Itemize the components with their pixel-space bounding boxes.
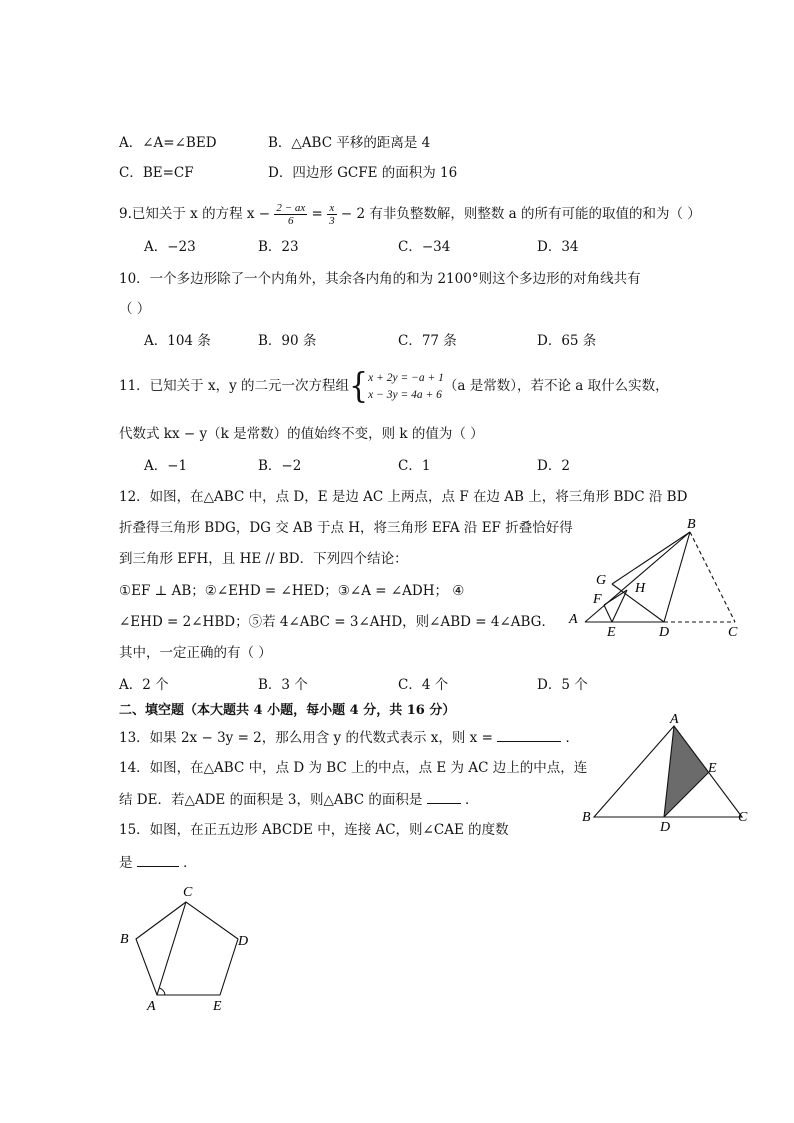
q12-stem-line1: 12．如图，在△ABC 中，点 D，E 是边 AC 上两点，点 F 在边 AB 上，将三角形 BDC 沿 BD xyxy=(119,489,688,505)
fig12-label-g: G xyxy=(596,573,607,588)
fig14-label-a: A xyxy=(670,712,679,727)
q12-stem-line6: 其中，一定正确的有（ ） xyxy=(119,645,272,661)
q11-eq1: x + 2y = −a + 1 xyxy=(368,371,444,384)
section-fill-blank-heading: 二、填空题（本大题共 4 小题，每小题 4 分，共 16 分） xyxy=(119,703,456,718)
q15-stem-pre: 是 xyxy=(119,855,133,871)
q15-answer-blank[interactable] xyxy=(137,853,179,867)
q11-brace: { xyxy=(349,365,369,407)
q9-frac2-num: x xyxy=(327,202,337,215)
q13-stem-post: ． xyxy=(565,730,579,746)
q14-stem-line2 xyxy=(119,790,478,809)
fig15-label-c: C xyxy=(183,885,193,900)
q10-stem-line1: 10．一个多边形除了一个内角外，其余各内角的和为 2100°则这个多边形的对角线共有 xyxy=(119,271,641,287)
q11-option-b: B．−2 xyxy=(258,458,302,474)
q11-stem-post: （a 是常数），若不论 a 取什么实数， xyxy=(443,378,669,394)
fig14-label-e: E xyxy=(708,761,717,776)
q8-option-b: B．△ABC 平移的距离是 4 xyxy=(268,135,431,151)
fig12-label-h: H xyxy=(635,581,646,596)
q13-stem xyxy=(119,728,579,747)
q15-pentagon-figure xyxy=(114,882,264,1017)
fig12-label-b: B xyxy=(687,518,696,532)
fig12-label-a: A xyxy=(569,612,578,627)
q12-stem-line4: ①EF ⊥ AB；②∠EHD = ∠HED；③∠A = ∠ADH； ④ xyxy=(119,583,465,599)
q9-frac1-num: 2 − ax xyxy=(276,202,306,214)
fig12-label-d: D xyxy=(659,625,670,640)
q14-answer-blank[interactable] xyxy=(427,790,461,804)
q11-stem-pre: 11．已知关于 x，y 的二元一次方程组 xyxy=(119,378,350,394)
fig12-label-e: E xyxy=(607,625,616,640)
q10-option-c: C．77 条 xyxy=(398,333,457,349)
fig15-label-a: A xyxy=(147,999,156,1014)
q9-stem xyxy=(119,196,701,232)
fig14-label-c: C xyxy=(738,810,748,825)
q11-stem-line1 xyxy=(119,366,669,406)
q12-triangle-figure xyxy=(560,518,760,640)
q14-stem-post: ． xyxy=(464,792,479,808)
q12-stem-line3: 到三角形 EFH，且 HE // BD．下列四个结论： xyxy=(119,551,408,567)
q12-option-d: D．5 个 xyxy=(537,677,588,693)
q8-option-a: A．∠A=∠BED xyxy=(119,135,217,151)
q12-stem-line2: 折叠得三角形 BDG，DG 交 AB 于点 H，将三角形 EFA 沿 EF 折叠恰好得 xyxy=(119,520,573,536)
q10-option-a: A．104 条 xyxy=(144,333,211,349)
q9-option-b: B．23 xyxy=(258,239,299,255)
fig14-shaded-region xyxy=(664,726,709,817)
q11-system xyxy=(368,370,444,404)
fig12-label-f: F xyxy=(593,592,602,607)
q9-equals: = xyxy=(311,206,323,222)
fig14-label-b: B xyxy=(582,810,591,825)
fig14-label-d: D xyxy=(660,820,671,835)
q15-stem-line1: 15．如图，在正五边形 ABCDE 中，连接 AC，则∠CAE 的度数 xyxy=(119,822,509,838)
q10-option-d: D．65 条 xyxy=(537,333,597,349)
q11-option-a: A．−1 xyxy=(144,458,188,474)
q10-stem-line2: （ ） xyxy=(119,301,151,317)
fig15-label-b: B xyxy=(120,932,129,947)
q11-stem-line2: 代数式 kx − y（k 是常数）的值始终不变，则 k 的值为（ ） xyxy=(119,426,484,442)
q11-option-d: D．2 xyxy=(537,458,570,474)
q9-stem-pre: 9.已知关于 x 的方程 x − xyxy=(119,206,271,222)
q12-stem-line5: ∠EHD = 2∠HBD；⑤若 4∠ABC = 3∠AHD，则∠ABD = 4∠ABG． xyxy=(119,614,555,630)
fig15-label-d: D xyxy=(238,934,249,949)
q9-frac1-den: 6 xyxy=(288,215,294,227)
q9-fraction-2 xyxy=(327,202,337,227)
q9-stem-post: − 2 有非负整数解，则整数 a 的所有可能的取值的和为（ ） xyxy=(340,206,701,222)
q10-option-b: B．90 条 xyxy=(258,333,317,349)
q14-stem-line1: 14．如图，在△ABC 中，点 D 为 BC 上的中点，点 E 为 AC 边上的中点，连 xyxy=(119,760,588,776)
q12-option-c: C．4 个 xyxy=(398,677,449,693)
fig15-label-e: E xyxy=(213,999,222,1014)
q13-answer-blank[interactable] xyxy=(497,728,561,742)
q15-stem-line2 xyxy=(119,853,197,872)
q13-stem-pre: 13．如果 2x − 3y = 2，那么用含 y 的代数式表示 x，则 x = xyxy=(119,730,493,746)
q14-stem-pre: 结 DE．若△ADE 的面积是 3，则△ABC 的面积是 xyxy=(119,792,423,808)
q11-option-c: C．1 xyxy=(398,458,431,474)
q8-option-d: D．四边形 GCFE 的面积为 16 xyxy=(268,165,458,181)
q9-option-c: C．−34 xyxy=(398,239,451,255)
q12-option-a: A．2 个 xyxy=(119,677,169,693)
q15-stem-post: ． xyxy=(183,855,197,871)
fig12-label-c: C xyxy=(728,625,738,640)
q11-eq2: x − 3y = 4a + 6 xyxy=(368,388,442,401)
q8-option-c: C．BE=CF xyxy=(119,165,194,181)
q9-fraction-1 xyxy=(274,202,307,227)
q9-option-a: A．−23 xyxy=(144,239,196,255)
q14-triangle-figure xyxy=(578,710,758,836)
q9-option-d: D．34 xyxy=(537,239,579,255)
q12-option-b: B．3 个 xyxy=(258,677,308,693)
q9-frac2-den: 3 xyxy=(329,215,335,227)
